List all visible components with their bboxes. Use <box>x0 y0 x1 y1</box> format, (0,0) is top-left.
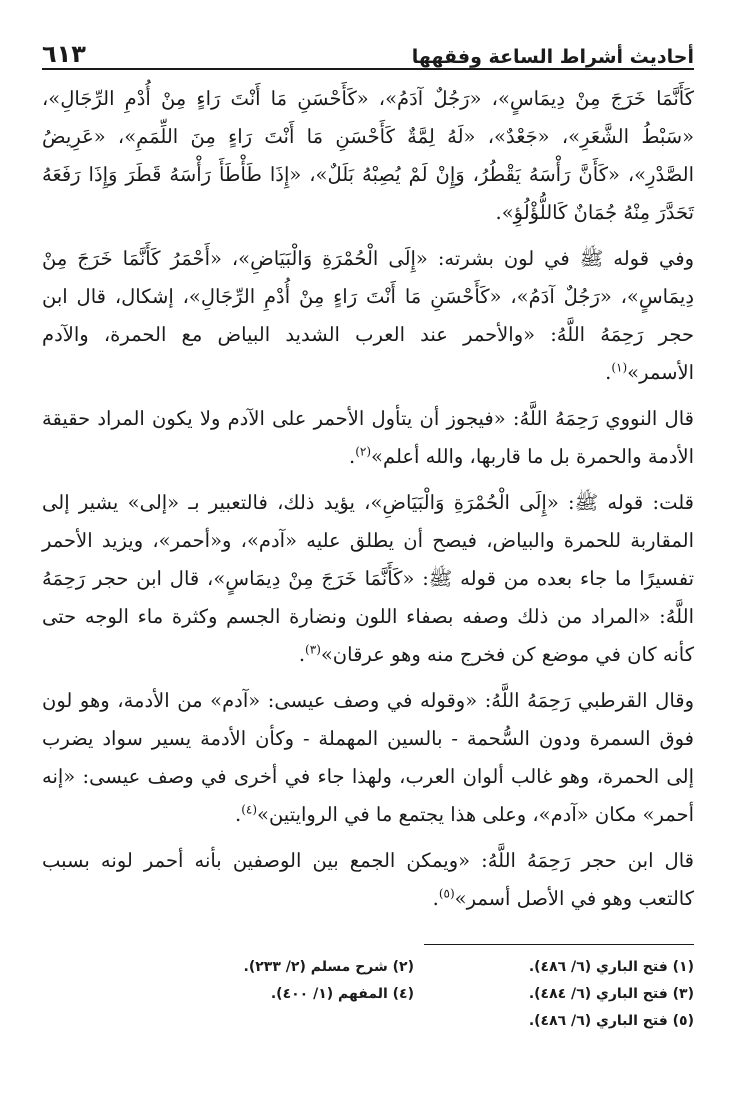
footnote: (٥) فتح الباري (٦/ ٤٨٦). <box>528 1013 694 1029</box>
main-text <box>42 80 694 918</box>
footnotes <box>174 955 694 1033</box>
paragraph: وفي قوله ﷺ في لون بشرته: «إِلَى الْحُمْرَةِ وَالْبَيَاضِ»، «أَحْمَرُ كَأَنَّمَا خَرَجَ مِنْ دِيمَاسٍ»، «رَجُلٌ آدَمُ»، «كَأَحْسَنِ مَا أَنْتَ رَاءٍ مِنْ أُدْمِ الرِّجَالِ»، إشكال، قال ابن حجر رَحِمَهُ اللَّهُ: «والأحمر عند العرب الشديد البياض مع الحمرة، والآدم الأسمر»$^{(١)}$. <box>42 247 694 384</box>
footnote-separator <box>424 944 694 945</box>
footnote-marker[interactable]: (١) <box>611 360 628 375</box>
paragraph: وقال القرطبي رَحِمَهُ اللَّهُ: «وقوله في وصف عيسى: «آدم» من الأدمة، وهو لون فوق السمرة ودون السُّحمة - بالسين المهملة - وكأن الأدمة يسير سواد يضرب إلى الحمرة، وهو غالب ألوان العرب، ولهذا جاء في أخرى في وصف عيسى: «إنه أحمر» مكان «آدم»، وعلى هذا يجتمع ما في الروايتين»$^{(٤)}$. <box>42 689 694 826</box>
paragraph: قلت: قوله ﷺ: «إِلَى الْحُمْرَةِ وَالْبَيَاضِ»، يؤيد ذلك، فالتعبير بـ «إلى» يشير إلى المقاربة للحمرة والبياض، فيصح أن يطلق عليه «آدم»، و«أحمر»، ويزيد الأحمر تفسيرًا ما جاء بعده من قوله ﷺ: «كَأَنَّمَا خَرَجَ مِنْ دِيمَاسٍ»، قال ابن حجر رَحِمَهُ اللَّهُ: «المراد من ذلك وصفه بصفاء اللون ونضارة الجسم وكثرة ماء الوجه حتى كأنه كان في موضع كن فخرج منه وهو عرقان»$^{(٣)}$. <box>42 491 694 666</box>
page-number: ٦١٣ <box>42 40 86 68</box>
footnote-marker[interactable]: (٢) <box>355 444 372 459</box>
footnote: (١) فتح الباري (٦/ ٤٨٦). <box>528 959 694 975</box>
footnote: (٢) شرح مسلم (٢/ ٢٣٣). <box>243 959 414 975</box>
footnote-marker[interactable]: (٣) <box>305 642 321 657</box>
page-header <box>42 22 694 70</box>
paragraph-text: قلت: قوله ﷺ: «إِلَى الْحُمْرَةِ وَالْبَيَاضِ»، يؤيد ذلك، فالتعبير بـ «إلى» يشير إلى المقاربة للحمرة والبياض، فيصح أن يطلق عليه «آدم»، و«أحمر»، ويزيد الأحمر تفسيرًا ما جاء بعده من قوله ﷺ: «كَأَنَّمَا خَرَجَ مِنْ دِيمَاسٍ»، قال ابن حجر رَحِمَهُ اللَّهُ: «المراد من ذلك وصفه بصفاء اللون ونضارة الجسم وكثرة ماء الوجه حتى كأنه كان في موضع كن فخرج منه وهو عرقان» <box>42 491 694 666</box>
running-title: أحاديث أشراط الساعة وفقهها <box>411 46 694 68</box>
paragraph-text: وفي قوله ﷺ في لون بشرته: «إِلَى الْحُمْرَةِ وَالْبَيَاضِ»، «أَحْمَرُ كَأَنَّمَا خَرَجَ مِنْ دِيمَاسٍ»، «رَجُلٌ آدَمُ»، «كَأَحْسَنِ مَا أَنْتَ رَاءٍ مِنْ أُدْمِ الرِّجَالِ»، إشكال، قال ابن حجر رَحِمَهُ اللَّهُ: «والأحمر عند العرب الشديد البياض مع الحمرة، والآدم الأسمر» <box>42 247 694 384</box>
paragraph-text: كَأَنَّمَا خَرَجَ مِنْ دِيمَاسٍ»، «رَجُلٌ آدَمُ»، «كَأَحْسَنِ مَا أَنْتَ رَاءٍ مِنْ أُدْمِ الرِّجَالِ»، «سَبْطُ الشَّعَرِ»، «جَعْدٌ»، «لَهُ لِمَّةٌ كَأَحْسَنِ مَا أَنْتَ رَاءٍ مِنَ اللِّمَمِ»، «عَرِيضُ الصَّدْرِ»، «كَأَنَّ رَأْسَهُ يَقْطُرُ، وَإِنْ لَمْ يُصِبْهُ بَلَلٌ»، «إِذَا طَأْطَأَ رَأْسَهُ قَطَرَ وَإِذَا رَفَعَهُ تَحَدَّرَ مِنْهُ جُمَانٌ كَاللُّؤْلُؤِ». <box>42 87 694 224</box>
paragraph <box>42 80 694 232</box>
footnote: (٣) فتح الباري (٦/ ٤٨٤). <box>528 986 694 1002</box>
paragraph: قال ابن حجر رَحِمَهُ اللَّهُ: «ويمكن الجمع بين الوصفين بأنه أحمر لونه بسبب كالتعب وهو في الأصل أسمر»$^{(٥)}$. <box>42 849 694 910</box>
paragraph-text: قال النووي رَحِمَهُ اللَّهُ: «فيجوز أن يتأول الأحمر على الآدم ولا يكون المراد حقيقة الأدمة والحمرة بل ما قاربها، والله أعلم» <box>42 407 694 468</box>
paragraph-text: قال ابن حجر رَحِمَهُ اللَّهُ: «ويمكن الجمع بين الوصفين بأنه أحمر لونه بسبب كالتعب وهو في الأصل أسمر» <box>42 849 694 910</box>
paragraph: قال النووي رَحِمَهُ اللَّهُ: «فيجوز أن يتأول الأحمر على الآدم ولا يكون المراد حقيقة الأدمة والحمرة بل ما قاربها، والله أعلم»$^{(٢)}$. <box>42 407 694 468</box>
footnote-marker[interactable]: (٤) <box>241 802 258 817</box>
paragraph-text: وقال القرطبي رَحِمَهُ اللَّهُ: «وقوله في وصف عيسى: «آدم» من الأدمة، وهو لون فوق السمرة ودون السُّحمة - بالسين المهملة - وكأن الأدمة يسير سواد يضرب إلى الحمرة، وهو غالب ألوان العرب، ولهذا جاء في أخرى في وصف عيسى: «إنه أحمر» مكان «آدم»، وعلى هذا يجتمع ما في الروايتين» <box>42 689 694 826</box>
footnote: (٤) المفهم (١/ ٤٠٠). <box>270 986 414 1002</box>
footnote-marker[interactable]: (٥) <box>438 886 455 901</box>
